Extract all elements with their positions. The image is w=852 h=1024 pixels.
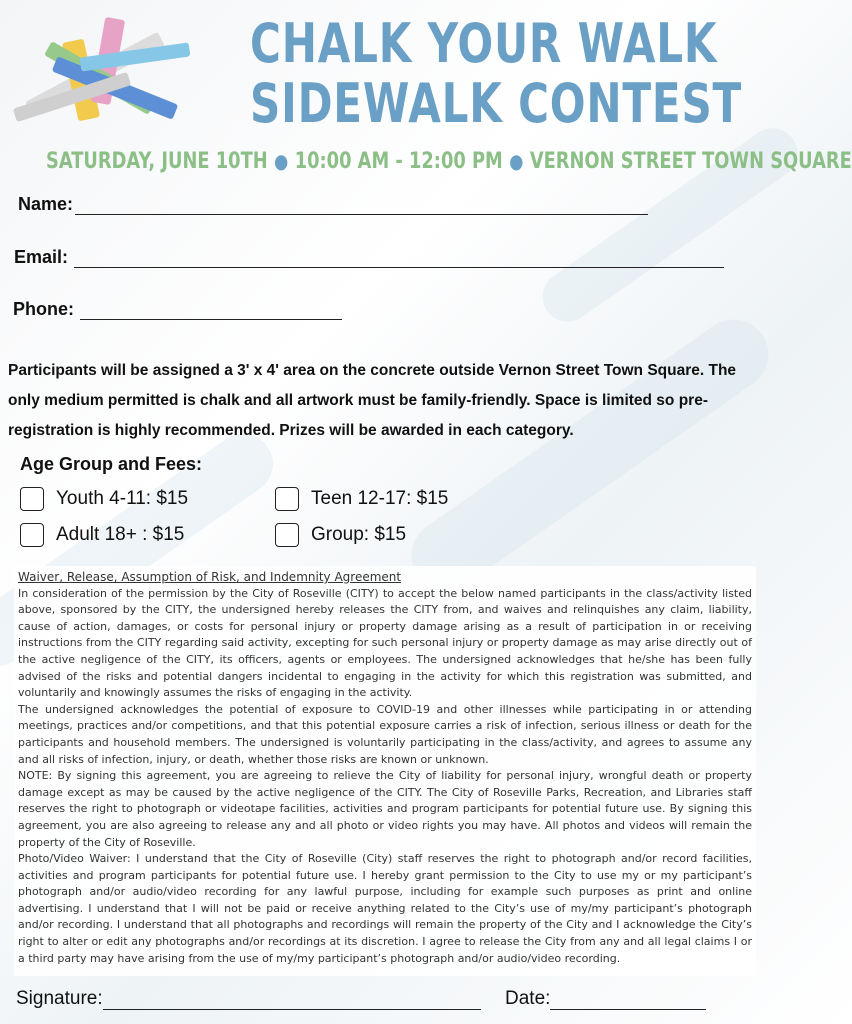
bullet-dot-icon: ● [274, 149, 289, 173]
waiver-paragraph: NOTE: By signing this agreement, you are agreeing to relieve the City of liability for personal injury, wrongful death or property damage except as may be caused by the active negligence of the CITY. The City of Roseville Parks, Recreation, and Libraries staff reserves the right to photograph or videotape facilities, activities and program participants for potential future use. By signing this agreement, you are also agreeing to release any and all photo or video rights you may have. All photos and videos will remain the property of the City of Roseville. [18, 769, 752, 849]
checkbox-icon[interactable] [275, 487, 299, 511]
option-teen[interactable] [275, 487, 448, 511]
background-streak [398, 306, 782, 604]
event-details [46, 146, 852, 177]
option-adult[interactable] [20, 523, 184, 547]
option-group-label: Group: $15 [311, 524, 407, 545]
name-label: Name: [18, 194, 74, 214]
waiver-paragraph: Photo/Video Waiver: I understand that the City of Roseville (City) staff reserves the right to photograph and/or record facilities, activities and program participants for potential future use. I hereby grant permission to the City to use my or my participant’s photograph and/or audio/video recording for any lawful purpose, including for example such purposes as print and online advertising. I understand that I will not be paid or receive anything related to the City’s use of my/my participant’s photograph and/or recording. I understand that all photographs and recordings will remain the property of the City and I acknowledge the City’s right to alter or edit any photographs and/or recordings at its discretion. I agree to release the City from any and all legal claims I or a third party may have arising from the use of my/my participant’s photograph and/or audio/video recording. [18, 852, 752, 965]
date-label: Date: [505, 988, 551, 1009]
option-teen-label: Teen 12-17: $15 [311, 488, 449, 509]
checkbox-icon[interactable] [20, 523, 44, 547]
option-adult-label: Adult 18+ : $15 [56, 524, 185, 545]
name-input-line[interactable] [75, 196, 648, 215]
event-time: 10:00 AM - 12:00 PM [294, 149, 503, 174]
checkbox-icon[interactable] [275, 523, 299, 547]
date-field[interactable] [505, 988, 706, 1010]
checkbox-icon[interactable] [20, 487, 44, 511]
waiver-title: Waiver, Release, Assumption of Risk, and Indemnity Agreement [18, 570, 402, 584]
waiver-paragraph: The undersigned acknowledges the potential of exposure to COVID-19 and other illnesses while participating in or attending meetings, practices and/or competitions, and that this potential exposure carries a risk of infection, serious illness or death for the participants and household members. The undersigned is voluntarily participating in the class/activity, and agrees to assume any and all risks of infection, injury, or death, whether those risks are known or unknown. [18, 702, 752, 766]
option-youth[interactable] [20, 487, 188, 511]
age-group-heading: Age Group and Fees: [20, 454, 203, 474]
signature-field[interactable] [16, 988, 481, 1010]
waiver-paragraph: In consideration of the permission by the City of Roseville (CITY) to accept the below named participants in the class/activity listed above, sponsored by the CITY, the undersigned hereby releases the CITY from, and waives and relinquishes any claim, liability, cause of action, damages, or costs for personal injury or property damage arising as a result of participation in or receiving instructions from the CITY regarding said activity, excepting for such personal injury or property damage as may arise directly out of the active negligence of the CITY, its officers, agents or employees. The undersigned acknowledges that he/she has been fully advised of the risks and potential dangers incidental to engaging in the activity for which this registration was submitted, and voluntarily and knowingly assumes the risks of engaging in the activity. [18, 586, 752, 700]
email-field[interactable] [14, 247, 724, 268]
contest-description: Participants will be assigned a 3' x 4' area on the concrete outside Vernon Street Town Square. The only medium permitted is chalk and all artwork must be family-friendly. Space is limited so pre-registration is highly recommended. Prizes will be awarded in each category. [8, 362, 737, 439]
email-input-line[interactable] [74, 249, 724, 268]
date-input-line[interactable] [550, 989, 706, 1010]
page-title [250, 12, 743, 135]
phone-field[interactable] [13, 299, 342, 320]
signature-label: Signature: [16, 988, 103, 1009]
waiver-section [14, 566, 756, 976]
signature-input-line[interactable] [103, 989, 481, 1010]
name-field[interactable] [18, 194, 648, 215]
title-line-2: SIDEWALK CONTEST [250, 72, 743, 135]
event-location: VERNON STREET TOWN SQUARE [529, 149, 852, 174]
title-line-1: CHALK YOUR WALK [250, 12, 718, 75]
event-date: SATURDAY, JUNE 10TH [46, 149, 268, 174]
option-youth-label: Youth 4-11: $15 [56, 488, 189, 509]
bullet-dot-icon: ● [509, 149, 524, 173]
phone-input-line[interactable] [80, 301, 342, 320]
email-label: Email: [14, 247, 69, 267]
option-group[interactable] [275, 523, 406, 547]
phone-label: Phone: [13, 299, 74, 319]
chalk-sticks-illustration [10, 10, 200, 130]
